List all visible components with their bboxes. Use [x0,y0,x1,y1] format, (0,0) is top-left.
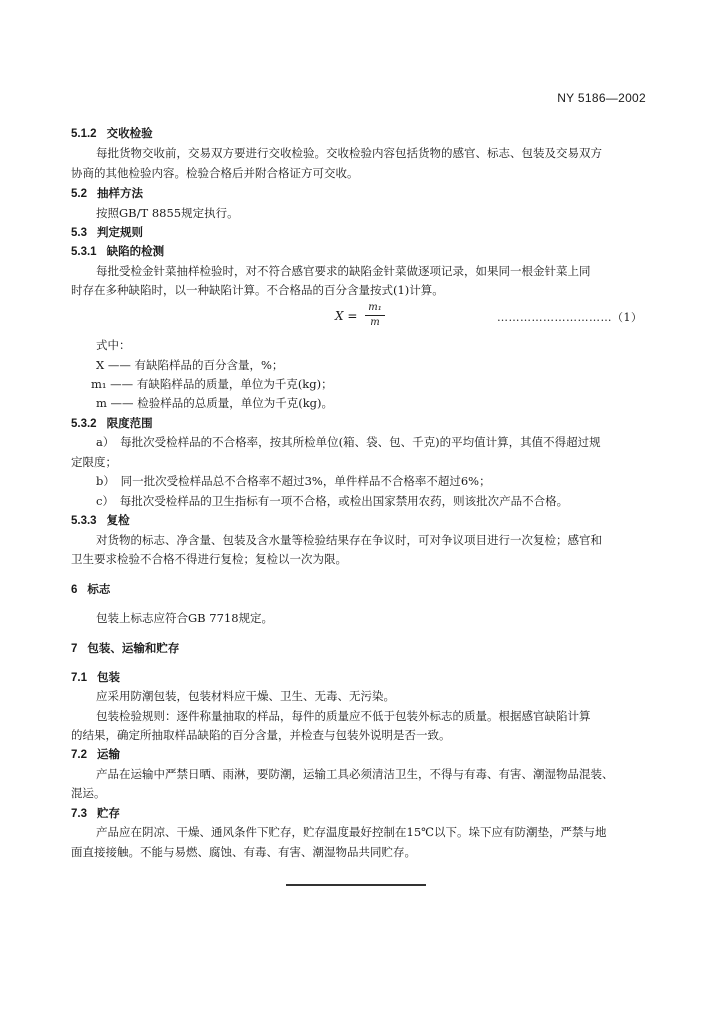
list-item-a: a） 每批次受检样品的不合格率，按其所检单位(箱、袋、包、千克)的平均值计算，其值不得超过规 [96,435,601,449]
formula-lhs: X = [335,309,358,323]
end-rule [286,884,426,886]
paragraph-line: 包装检验规则：逐件称量抽取的样品，每件的质量应不低于包装外标志的质量。根据感官缺陷计算 [96,709,591,723]
paragraph-line: 应采用防潮包装，包装材料应干燥、卫生、无毒、无污染。 [96,689,395,703]
section-title: 限度范围 [106,416,153,430]
standard-number: NY 5186—2002 [557,91,646,105]
section-number: 7.2 [71,749,87,761]
heading-5-1-2 [71,126,153,141]
formula-denominator: m [370,317,380,328]
section-number: 5.3.2 [71,418,97,430]
section-title: 复检 [106,513,130,527]
paragraph-line: 包装上标志应符合GB 7718规定。 [96,611,274,625]
paragraph-line: 对货物的标志、净含量、包装及含水量等检验结果存在争议时，可对争议项目进行一次复检；感官和 [96,533,602,547]
paragraph-line: 产品应在阴凉、干燥、通风条件下贮存，贮存温度最好控制在15℃以下。垛下应有防潮垫，严禁与地 [96,825,607,839]
paragraph-line: 协商的其他检验内容。检验合格后并附合格证方可交收。 [71,166,359,180]
paragraph-line: 每批受检金针菜抽样检验时，对不符合感官要求的缺陷金针菜做逐项记录，如果同一根金针菜上同 [96,264,591,278]
where-label: 式中： [96,338,131,352]
section-number: 7.3 [71,808,87,820]
formula-numerator: m₁ [368,302,382,313]
paragraph-line: 的结果，确定所抽取样品缺陷的百分含量，并检查与包装外说明是否一致。 [71,728,451,742]
section-title: 交收检验 [106,126,153,140]
section-title: 判定规则 [97,225,143,239]
paragraph-line: 时存在多种缺陷时，以一种缺陷计算。不合格品的百分含量按式(1)计算。 [71,283,444,297]
section-title: 缺陷的检测 [106,244,165,258]
paragraph-line: 面直接接触。不能与易燃、腐蚀、有毒、有害、潮湿物品共同贮存。 [71,845,416,859]
section-title: 标志 [87,582,111,596]
equation-number: …………………………（1） [497,311,643,324]
formula-1 [333,302,393,330]
section-title: 贮存 [97,806,120,820]
section-title: 运输 [97,747,120,761]
section-number: 5.3 [71,227,87,239]
heading-7-2 [71,747,120,762]
section-number: 5.2 [71,188,87,200]
list-item-c: c） 每批次受检样品的卫生指标有一项不合格，或检出国家禁用农药，则该批次产品不合格。 [96,494,569,508]
variable-definition: m₁ —— 有缺陷样品的质量，单位为千克(kg)； [91,377,333,391]
paragraph-line: 卫生要求检验不合格不得进行复检；复检以一次为限。 [71,552,347,566]
section-number: 5.3.1 [71,246,97,258]
heading-7-3 [71,806,120,821]
paragraph-line: 每批货物交收前，交易双方要进行交收检验。交收检验内容包括货物的感官、标志、包装及交易双方 [96,146,602,160]
heading-5-3-1 [71,244,164,259]
variable-definition: m —— 检验样品的总质量，单位为千克(kg)。 [96,396,334,410]
paragraph-line: 混运。 [71,786,106,800]
section-number: 5.1.2 [71,128,97,140]
section-number: 5.3.3 [71,515,97,527]
section-number: 7.1 [71,672,87,684]
heading-5-3 [71,225,143,240]
section-number: 7 [71,643,78,655]
heading-5-3-2 [71,416,153,431]
heading-7 [71,641,179,656]
heading-7-1 [71,670,120,685]
list-item-a-cont: 定限度； [71,455,117,469]
heading-5-3-3 [71,513,130,528]
list-item-b: b） 同一批次受检样品总不合格率不超过3%，单件样品不合格率不超过6%； [96,474,491,488]
paragraph-line: 产品在运输中严禁日晒、雨淋，要防潮，运输工具必须清洁卫生，不得与有毒、有害、潮湿物品混装、 [96,767,614,781]
section-title: 包装、运输和贮存 [87,641,180,655]
paragraph-line: 按照GB/T 8855规定执行。 [96,206,239,220]
variable-definition: X —— 有缺陷样品的百分含量，%； [96,358,284,372]
formula-fraction [365,302,385,329]
section-title: 抽样方法 [97,186,143,200]
heading-6 [71,582,110,597]
fraction-bar [365,315,385,316]
section-title: 包装 [97,670,120,684]
heading-5-2 [71,186,143,201]
section-number: 6 [71,584,78,596]
